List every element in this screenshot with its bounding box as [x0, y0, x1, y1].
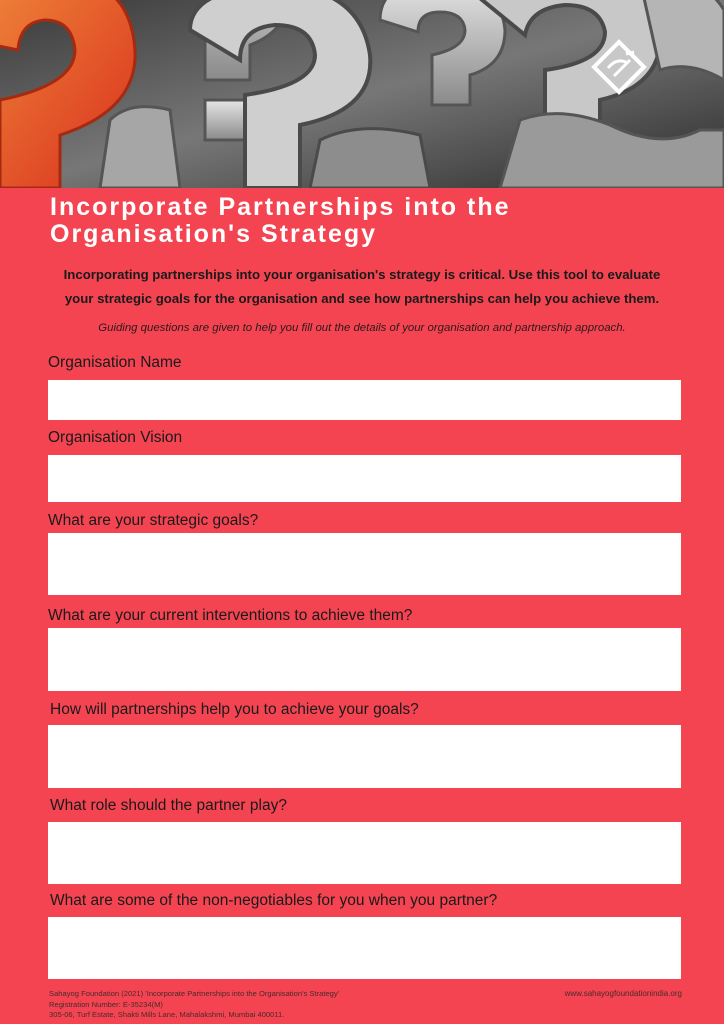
current-interventions-label: What are your current interventions to achieve them?: [48, 607, 413, 624]
current-interventions-field[interactable]: [48, 628, 681, 691]
intro-text: [40, 263, 684, 311]
footer-website-link[interactable]: www.sahayogfoundationindia.org: [564, 989, 682, 998]
strategic-goals-field[interactable]: [48, 533, 681, 595]
page-title: [50, 194, 690, 248]
organisation-vision-field[interactable]: [48, 455, 681, 502]
guiding-note: Guiding questions are given to help you fill out the details of your organisation and partnership approach.: [98, 322, 626, 334]
partner-role-field[interactable]: [48, 822, 681, 884]
partner-role-label: What role should the partner play?: [50, 797, 287, 814]
footer-registration: Registration Number: E-35234(M): [49, 999, 163, 1009]
title-line-2: Organisation's Strategy: [50, 220, 378, 248]
title-line-1: Incorporate Partnerships into the: [50, 193, 511, 221]
footer-citation: Sahayog Foundation (2021) 'Incorporate Partnerships into the Organisation's Strategy': [49, 989, 340, 998]
footer-citation-block: [49, 989, 339, 1021]
strategic-goals-label: What are your strategic goals?: [48, 512, 259, 529]
non-negotiables-label: What are some of the non-negotiables for you when you partner?: [50, 892, 498, 909]
organisation-vision-label: Organisation Vision: [48, 429, 183, 446]
partnerships-help-label: How will partnerships help you to achieve your goals?: [50, 701, 419, 718]
intro-line-2: your strategic goals for the organisation and see how partnerships can help you achieve them.: [64, 291, 660, 306]
sahayog-logo-icon: [590, 38, 648, 96]
footer-address: 305-06, Turf Estate, Shakti Mills Lane, Mahalakshmi, Mumbai 400011.: [49, 1010, 285, 1019]
organisation-name-label: Organisation Name: [48, 354, 182, 371]
intro-line-1: Incorporating partnerships into your organisation's strategy is critical. Use this tool to evaluate: [63, 267, 661, 282]
partnerships-help-field[interactable]: [48, 725, 681, 788]
hero-image: [0, 0, 724, 188]
non-negotiables-field[interactable]: [48, 917, 681, 979]
organisation-name-field[interactable]: [48, 380, 681, 420]
